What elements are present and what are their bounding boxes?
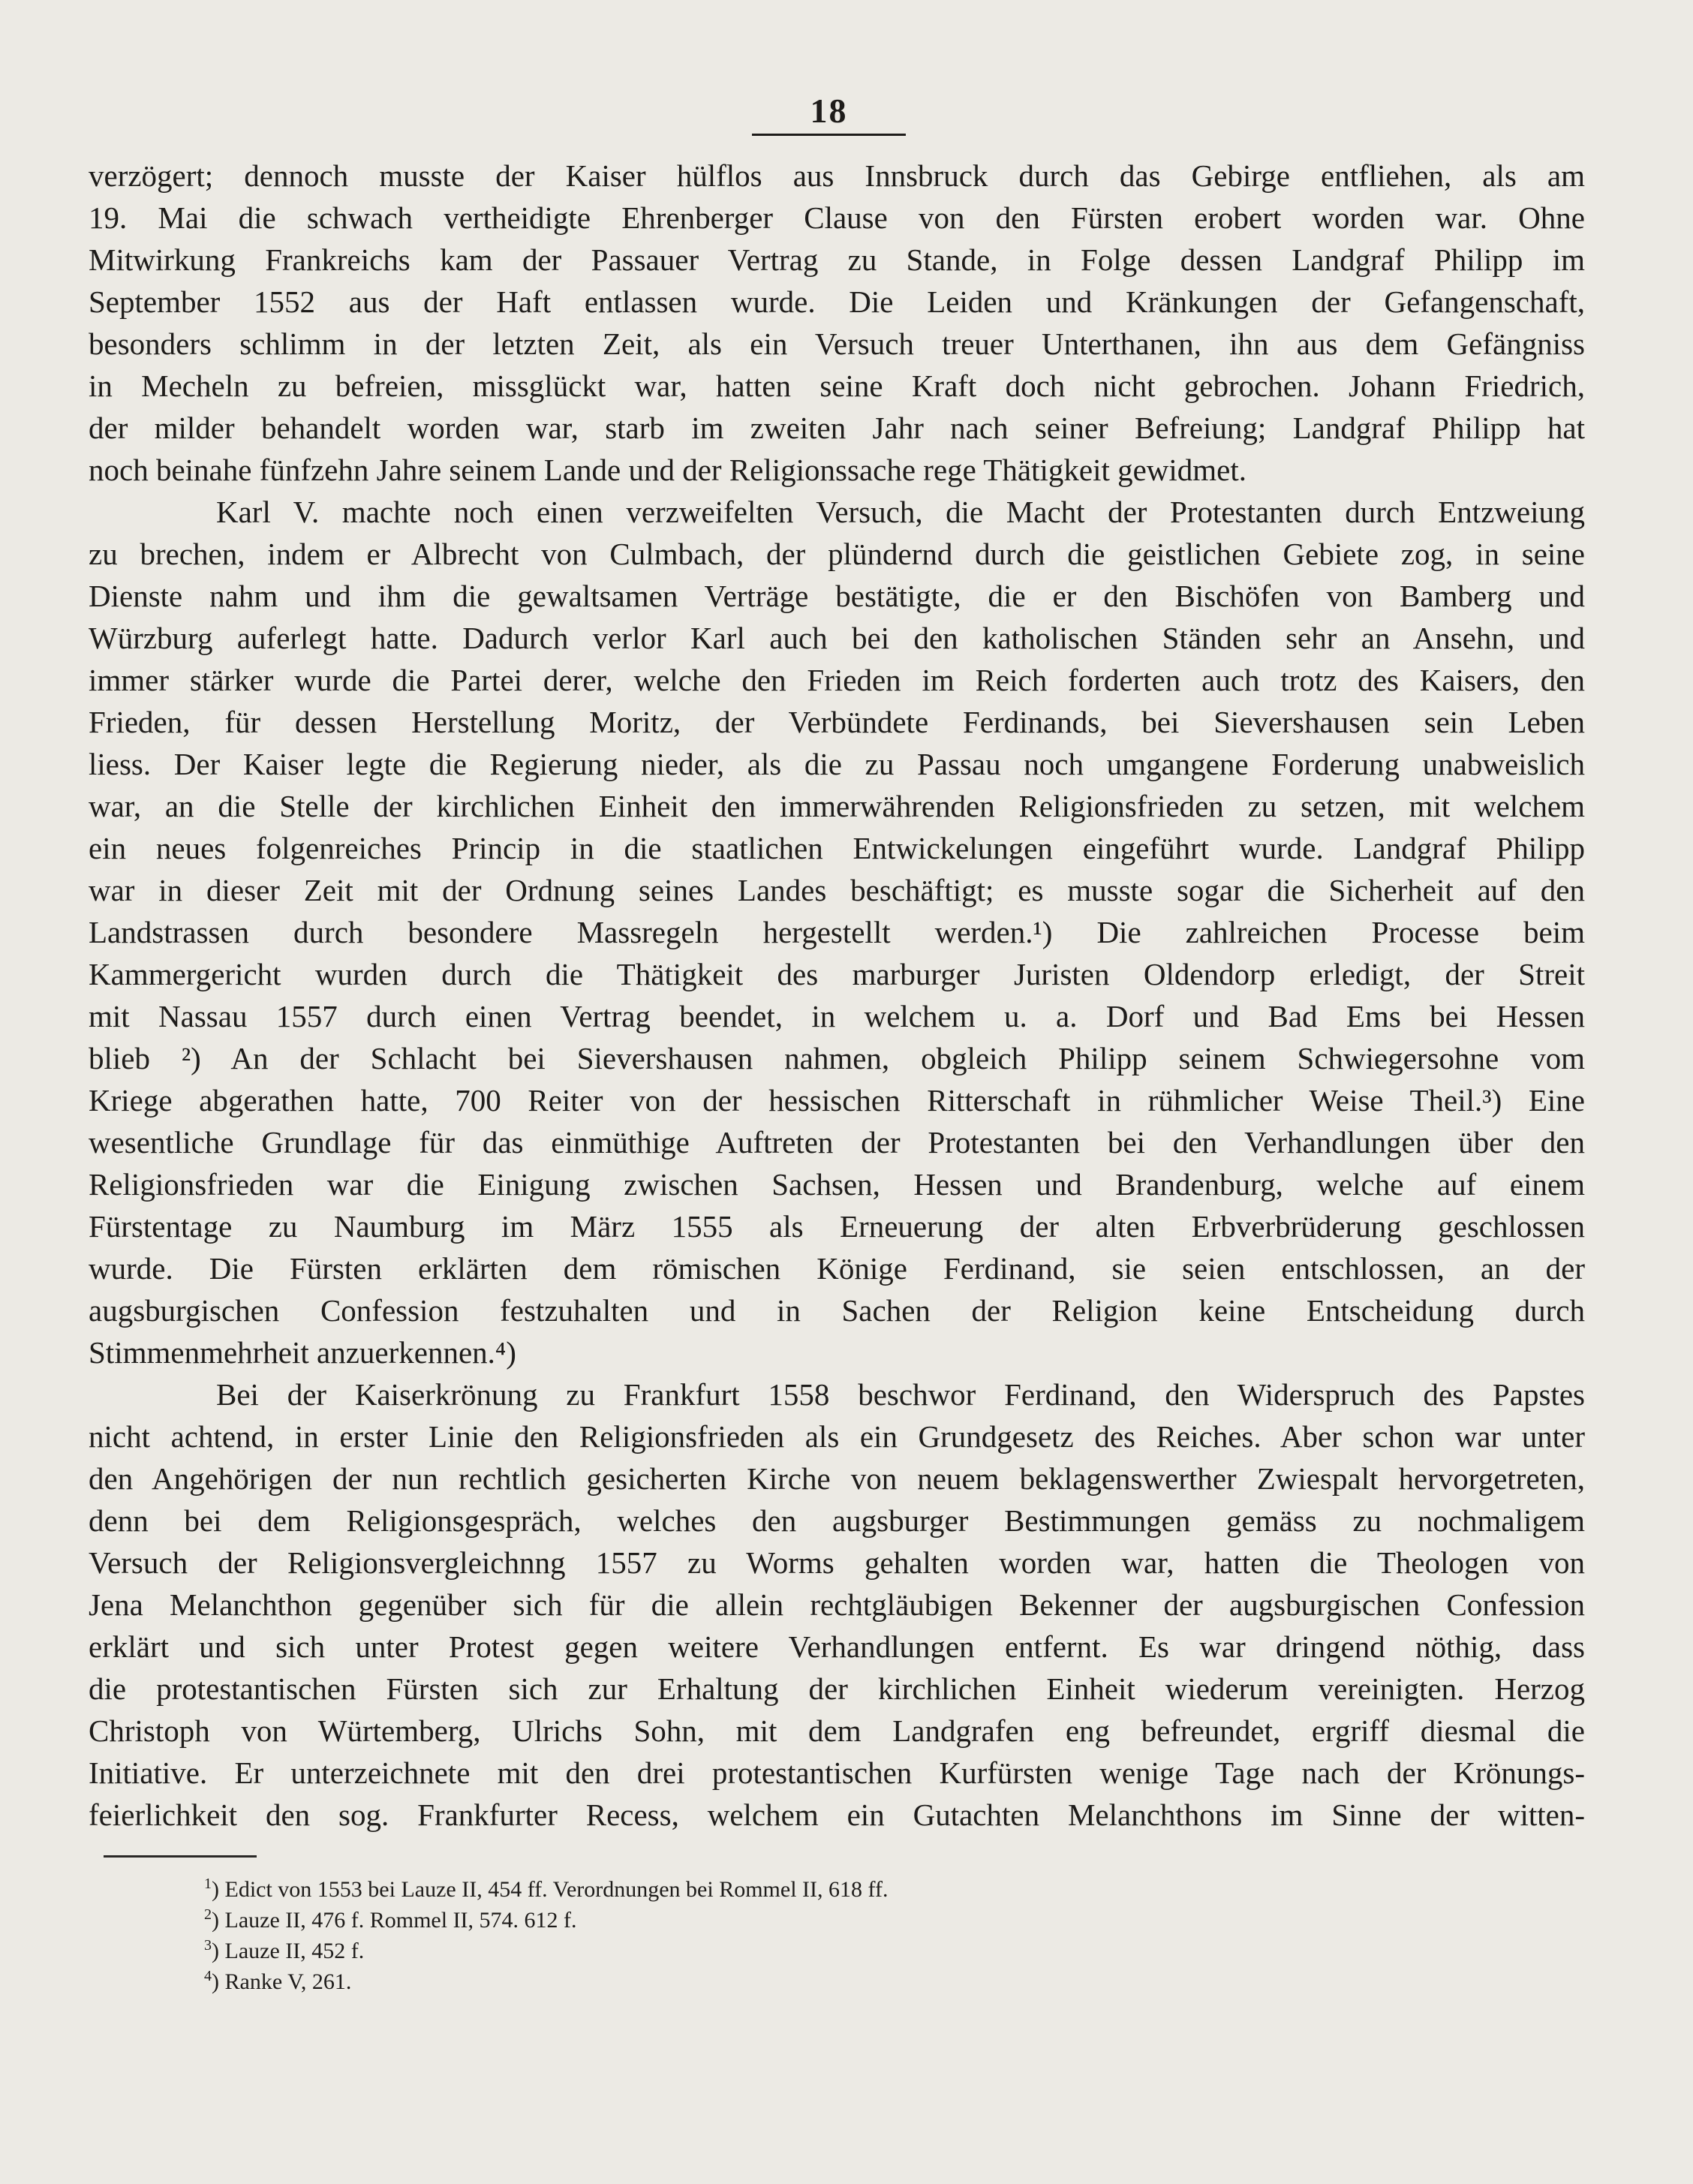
text-line: September 1552 aus der Haft entlassen wurde. Die Leiden und Kränkungen der Gefangenschaft, (89, 284, 1585, 319)
text-line: Versuch der Religionsvergleichnng 1557 zu Worms gehalten worden war, hatten die Theologen von (89, 1545, 1585, 1580)
text-line: Bei der Kaiserkrönung zu Frankfurt 1558 beschwor Ferdinand, den Widerspruch des Papstes (216, 1377, 1585, 1412)
footnote-mark: 3 (204, 1937, 212, 1954)
text-line: Kammergericht wurden durch die Thätigkeit des marburger Juristen Oldendorp erledigt, der Streit (89, 957, 1585, 991)
text-line: Jena Melanchthon gegenüber sich für die allein rechtgläubigen Bekenner der augsburgischen Confession (89, 1587, 1585, 1622)
text-line: blieb ²) An der Schlacht bei Sievershausen nahmen, obgleich Philipp seinem Schwiegersohne vom (89, 1041, 1585, 1075)
text-line: ein neues folgenreiches Princip in die staatlichen Entwickelungen eingeführt wurde. Landgraf Philipp (89, 831, 1585, 865)
text-line: denn bei dem Religionsgespräch, welches den augsburger Bestimmungen gemäss zu nochmaligem (89, 1503, 1585, 1538)
text-line: der milder behandelt worden war, starb im zweiten Jahr nach seiner Befreiung; Landgraf Philipp hat (89, 411, 1585, 445)
text-line: Würzburg auferlegt hatte. Dadurch verlor Karl auch bei den katholischen Ständen sehr an Ansehn, und (89, 621, 1585, 655)
text-line: augsburgischen Confession festzuhalten und in Sachen der Religion keine Entscheidung durch (89, 1293, 1585, 1328)
text-line: Frieden, für dessen Herstellung Moritz, der Verbündete Ferdinands, bei Sievershausen sein Leben (89, 705, 1585, 739)
text-line: besonders schlimm in der letzten Zeit, als ein Versuch treuer Unterthanen, ihn aus dem Gefängniss (89, 326, 1585, 361)
text-line: nicht achtend, in erster Linie den Religionsfrieden als ein Grundgesetz des Reiches. Aber schon war unter (89, 1419, 1585, 1454)
footnote (204, 1869, 1330, 1900)
footnote-mark: 2 (204, 1906, 212, 1923)
text-line: Dienste nahm und ihm die gewaltsamen Verträge bestätigte, die er den Bischöfen von Bamberg und (89, 579, 1585, 613)
text-line: Religionsfrieden war die Einigung zwischen Sachsen, Hessen und Brandenburg, welche auf einem (89, 1167, 1585, 1202)
page-number: 18 (810, 92, 848, 130)
footnote-text: ) Lauze II, 452 f. (212, 1939, 365, 1963)
text-line: liess. Der Kaiser legte die Regierung nieder, als die zu Passau noch umgangene Forderung unabweislich (89, 747, 1585, 781)
text-line: Initiative. Er unterzeichnete mit den drei protestantischen Kurfürsten wenige Tage nach der Krönungs- (89, 1755, 1585, 1790)
text-line: zu brechen, indem er Albrecht von Culmbach, der plündernd durch die geistlichen Gebiete zog, in seine (89, 537, 1585, 571)
footnote-separator (104, 1855, 257, 1858)
text-line: verzögert; dennoch musste der Kaiser hülflos aus Innsbruck durch das Gebirge entfliehen, als am (89, 158, 1585, 193)
text-line: immer stärker wurde die Partei derer, welche den Frieden im Reich forderten auch trotz des Kaisers, den (89, 663, 1585, 697)
footnote (204, 1961, 1330, 1992)
text-line: Karl V. machte noch einen verzweifelten Versuch, die Macht der Protestanten durch Entzweiung (216, 495, 1585, 529)
text-line: Landstrassen durch besondere Massregeln hergestellt werden.¹) Die zahlreichen Processe beim (89, 915, 1585, 949)
footnote-text: ) Ranke V, 261. (212, 1969, 352, 1994)
text-line: noch beinahe fünfzehn Jahre seinem Lande und der Religionssache rege Thätigkeit gewidmet. (89, 453, 1247, 487)
text-line: Stimmenmehrheit anzuerkennen.⁴) (89, 1335, 516, 1370)
text-line: Kriege abgerathen hatte, 700 Reiter von der hessischen Ritterschaft in rühmlicher Weise Theil.³) Eine (89, 1083, 1585, 1118)
footnote (204, 1930, 1330, 1961)
text-line: wesentliche Grundlage für das einmüthige Auftreten der Protestanten bei den Verhandlungen über den (89, 1125, 1585, 1160)
text-line: in Mecheln zu befreien, missglückt war, hatten seine Kraft doch nicht gebrochen. Johann Friedrich, (89, 369, 1585, 403)
text-line: war, an die Stelle der kirchlichen Einheit den immerwährenden Religionsfrieden zu setzen, mit welchem (89, 789, 1585, 823)
text-line: Mitwirkung Frankreichs kam der Passauer Vertrag zu Stande, in Folge dessen Landgraf Philipp im (89, 242, 1585, 277)
text-line: den Angehörigen der nun rechtlich gesicherten Kirche von neuem beklagenswerther Zwiespalt hervorgetreten, (89, 1461, 1585, 1496)
text-line: feierlichkeit den sog. Frankfurter Recess, welchem ein Gutachten Melanchthons im Sinne der witten- (89, 1797, 1585, 1832)
text-line: die protestantischen Fürsten sich zur Erhaltung der kirchlichen Einheit wiederum vereinigten. Herzog (89, 1671, 1585, 1706)
text-line: erklärt und sich unter Protest gegen weitere Verhandlungen entfernt. Es war dringend nöthig, dass (89, 1629, 1585, 1664)
footnote-text: ) Edict von 1553 bei Lauze II, 454 ff. Verordnungen bei Rommel II, 618 ff. (212, 1877, 889, 1902)
text-line: Fürstentage zu Naumburg im März 1555 als Erneuerung der alten Erbverbrüderung geschlossen (89, 1209, 1585, 1244)
footnotes (204, 1869, 1330, 1992)
body-text (89, 155, 1585, 1836)
footnote (204, 1900, 1330, 1933)
text-line: 19. Mai die schwach vertheidigte Ehrenberger Clause von den Fürsten erobert worden war. Ohne (89, 200, 1585, 235)
text-line: wurde. Die Fürsten erklärten dem römischen Könige Ferdinand, sie seien entschlossen, an der (89, 1251, 1585, 1286)
text-line: mit Nassau 1557 durch einen Vertrag beendet, in welchem u. a. Dorf und Bad Ems bei Hessen (89, 999, 1585, 1033)
footnote-text: ) Lauze II, 476 f. Rommel II, 574. 612 f. (212, 1908, 577, 1933)
page-number-rule (752, 134, 906, 136)
footnote-mark: 1 (204, 1876, 212, 1892)
text-line: war in dieser Zeit mit der Ordnung seines Landes beschäftigt; es musste sogar die Sicherheit auf den (89, 873, 1585, 907)
footnote-mark: 4 (204, 1968, 212, 1984)
text-line: Christoph von Würtemberg, Ulrichs Sohn, mit dem Landgrafen eng befreundet, ergriff diesmal die (89, 1713, 1585, 1748)
